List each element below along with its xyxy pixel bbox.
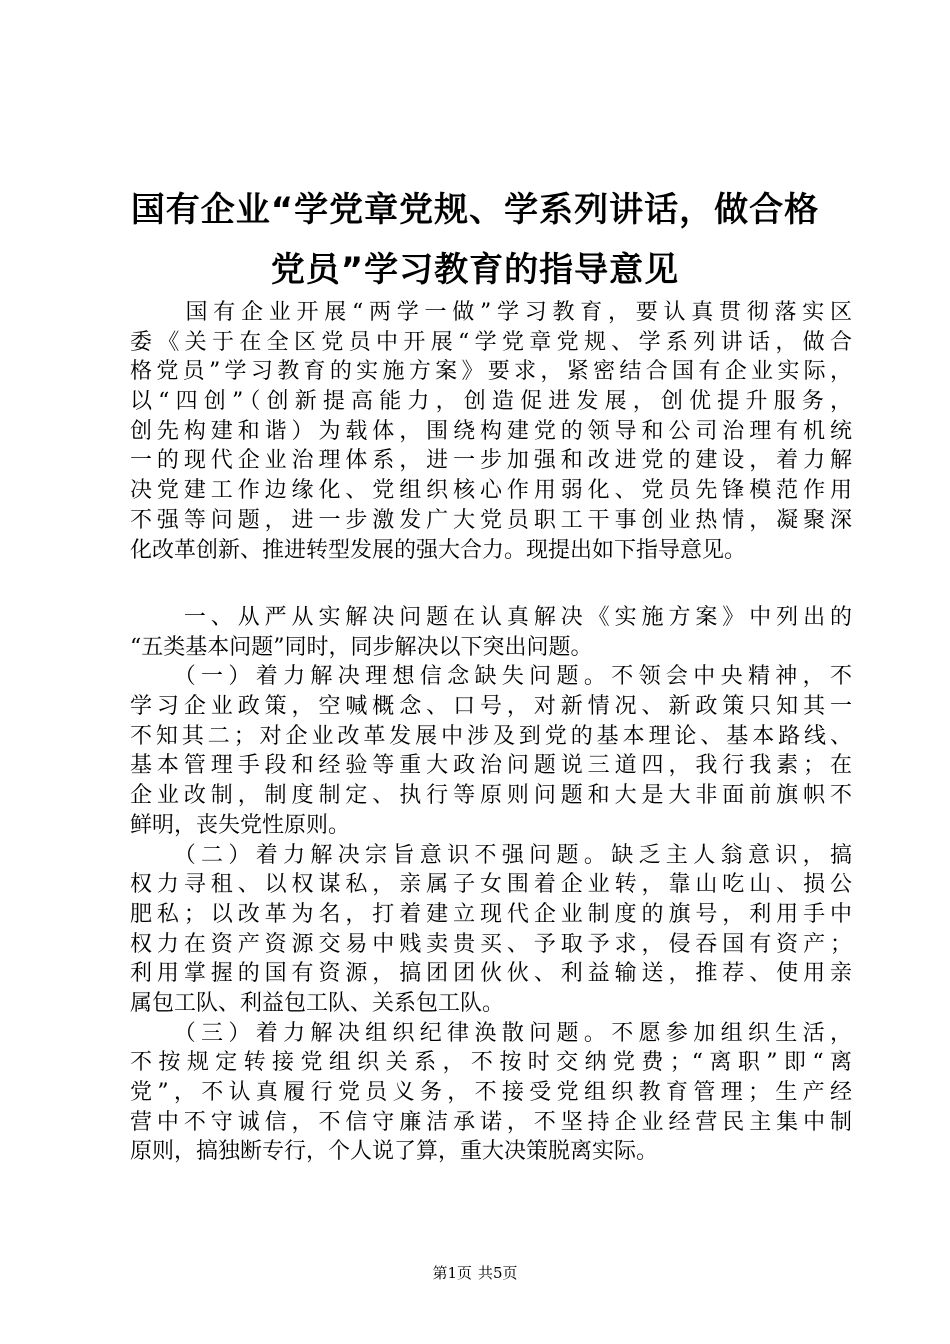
text-line: 一的现代企业治理体系，进一步加强和改进党的建设，着力解 bbox=[130, 448, 852, 474]
intro-paragraph bbox=[130, 298, 852, 565]
text-line: 鲜明，丧失党性原则。 bbox=[130, 812, 351, 838]
text-line: （三）着力解决组织纪律涣散问题。不愿参加组织生活， bbox=[130, 1020, 852, 1046]
text-line: （二）着力解决宗旨意识不强问题。缺乏主人翁意识，搞 bbox=[130, 842, 852, 868]
text-line: 不知其二；对企业改革发展中涉及到党的基本理论、基本路线、 bbox=[130, 723, 852, 749]
text-line: 不按规定转接党组织关系，不按时交纳党费；“离职”即“离 bbox=[130, 1050, 852, 1076]
text-line: 属包工队、利益包工队、关系包工队。 bbox=[130, 990, 505, 1016]
document-title-line-1: 国有企业“学党章党规、学系列讲话，做合格 bbox=[130, 190, 820, 230]
text-line: 化改革创新、推进转型发展的强大合力。现提出如下指导意见。 bbox=[130, 537, 747, 563]
text-line: 企业改制，制度制定、执行等原则问题和大是大非面前旗帜不 bbox=[130, 783, 852, 809]
text-line: 格党员”学习教育的实施方案》要求，紧密结合国有企业实际， bbox=[130, 359, 852, 385]
text-line: 原则，搞独断专行，个人说了算，重大决策脱离实际。 bbox=[130, 1139, 659, 1165]
text-line: 不强等问题，进一步激发广大党员职工干事创业热情，凝聚深 bbox=[130, 507, 852, 533]
text-line: 利用掌握的国有资源，搞团团伙伙、利益输送，推荐、使用亲 bbox=[130, 961, 852, 987]
text-line: 委《关于在全区党员中开展“学党章党规、学系列讲话，做合 bbox=[130, 329, 852, 355]
text-line: 权力寻租、以权谋私，亲属子女围着企业转，靠山吃山、损公 bbox=[130, 872, 852, 898]
text-line: 权力在资产资源交易中贱卖贵买、予取予求，侵吞国有资产； bbox=[130, 931, 852, 957]
page-number-total: 共5页 bbox=[478, 1264, 518, 1282]
section-one-body bbox=[130, 603, 852, 1167]
text-line: 创先构建和谐）为载体，围绕构建党的领导和公司治理有机统 bbox=[130, 418, 852, 444]
text-line: 以“四创”（创新提高能力，创造促进发展，创优提升服务， bbox=[130, 389, 852, 415]
page-number-current: 第1页 bbox=[432, 1264, 472, 1282]
text-line: 党”，不认真履行党员义务，不接受党组织教育管理；生产经 bbox=[130, 1080, 852, 1105]
page-footer bbox=[0, 1263, 950, 1283]
text-line: （一）着力解决理想信念缺失问题。不领会中央精神，不 bbox=[130, 664, 852, 690]
text-line: 营中不守诚信，不信守廉洁承诺，不坚持企业经营民主集中制 bbox=[130, 1109, 852, 1135]
text-line: 学习企业政策，空喊概念、口号，对新情况、新政策只知其一 bbox=[130, 694, 852, 720]
text-line: 基本管理手段和经验等重大政治问题说三道四，我行我素；在 bbox=[130, 753, 852, 779]
text-line: 国有企业开展“两学一做”学习教育，要认真贯彻落实区 bbox=[130, 300, 852, 325]
text-line: 决党建工作边缘化、党组织核心作用弱化、党员先锋模范作用 bbox=[130, 478, 852, 504]
text-line: 肥私；以改革为名，打着建立现代企业制度的旗号，利用手中 bbox=[130, 901, 852, 927]
text-line: “五类基本问题”同时，同步解决以下突出问题。 bbox=[130, 634, 593, 660]
text-line: 一、从严从实解决问题在认真解决《实施方案》中列出的 bbox=[130, 605, 852, 630]
document-title-line-2: 党员”学习教育的指导意见 bbox=[270, 250, 680, 290]
